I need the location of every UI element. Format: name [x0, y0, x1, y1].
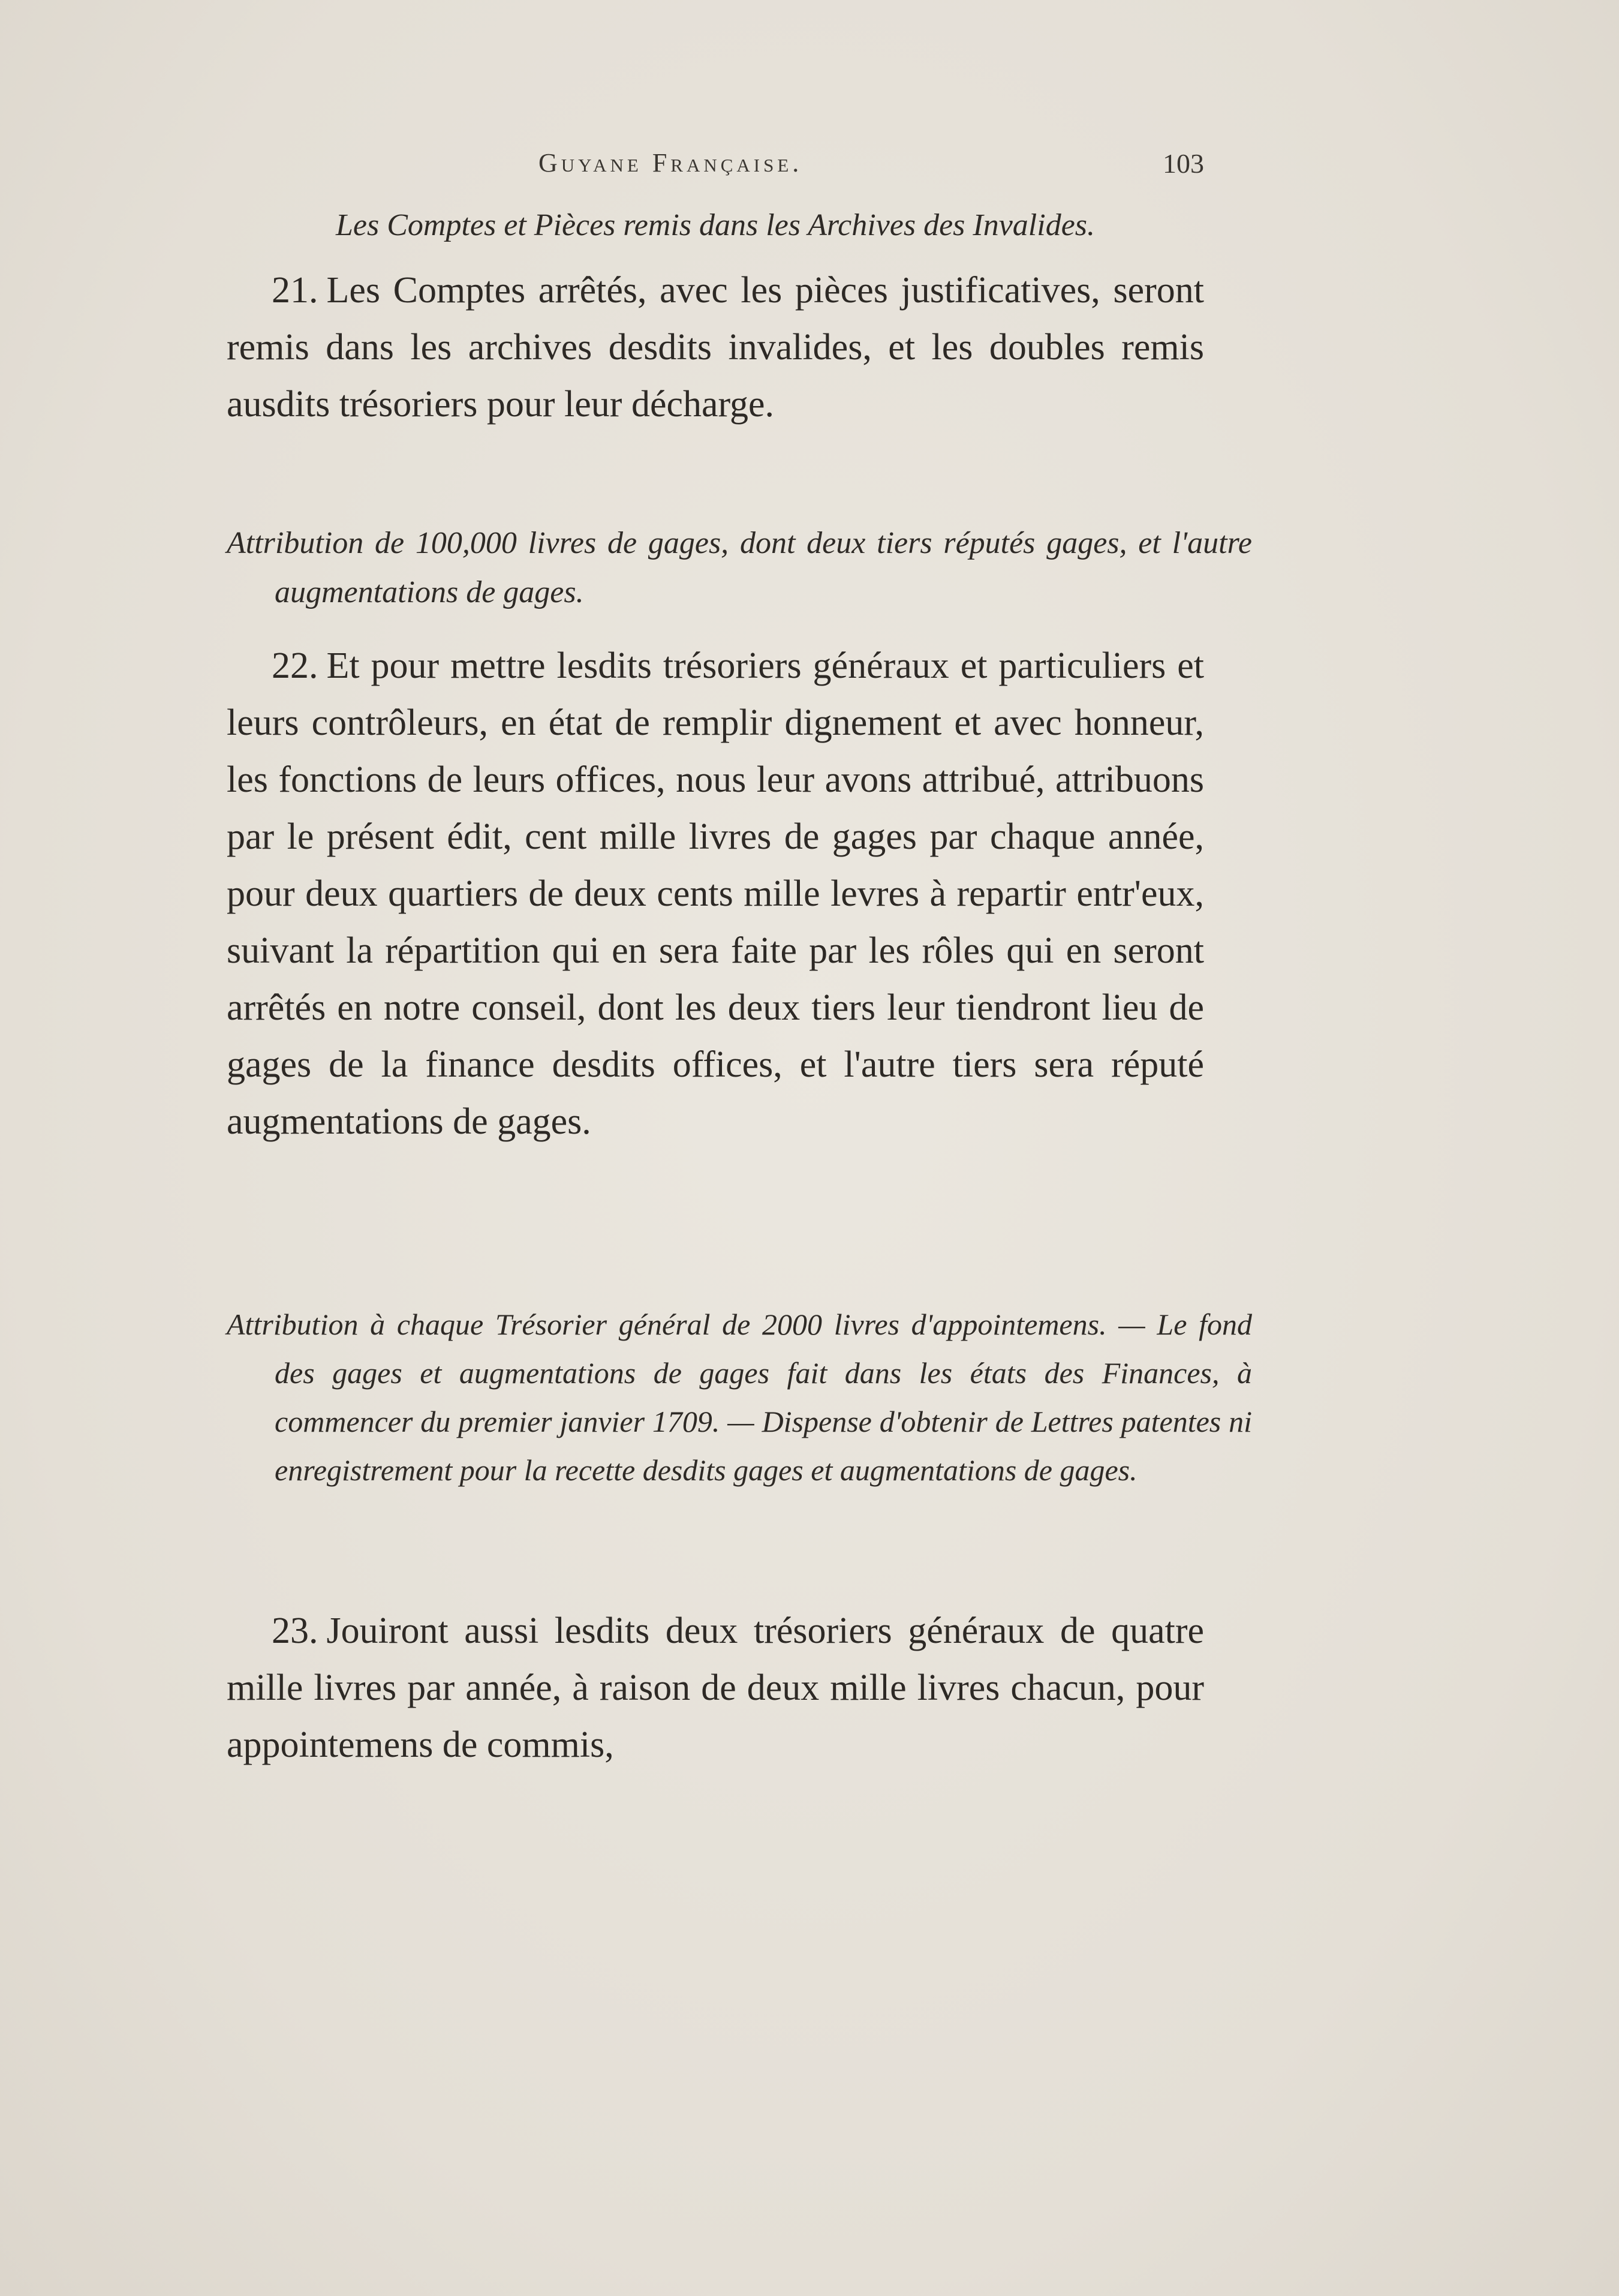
article-number: 22.: [272, 645, 318, 686]
page-number: 103: [1163, 148, 1204, 179]
article-text: Et pour mettre lesdits trésoriers généraux et particuliers et leurs contrôleurs, en état de remplir dignement et avec honneur, les fonctions de leurs offices, nous leur avons attribué, attribuons par le présent édit, cent mille livres de gages par chaque année, pour deux quartiers de deux cents mille levres à repartir entr'eux, suivant la répartition qui en sera faite par les rôles qui en seront arrêtés en notre conseil, dont les deux tiers leur tiendront lieu de gages de la finance desdits offices, et l'autre tiers sera réputé augmentations de gages.: [227, 645, 1204, 1142]
article-text: Les Comptes arrêtés, avec les pièces justificatives, seront remis dans les archives desdits invalides, et les doubles remis ausdits trésoriers pour leur décharge.: [227, 270, 1204, 425]
marginal-note-22: Attribution de 100,000 livres de gages, dont deux tiers réputés gages, et l'autre augmentations de gages.: [227, 526, 1252, 609]
page-header: [227, 143, 1204, 185]
marginal-note-21: Les Comptes et Pièces remis dans les Archives des Invalides.: [335, 208, 1096, 242]
article-22: [227, 638, 1204, 1150]
article-23: [227, 1603, 1204, 1774]
marginal-note-23: Attribution à chaque Trésorier général de 2000 livres d'appointemens. — Le fond des gages et augmentations de gages fait dans les états des Finances, à commencer du premier janvier 1709. — Dispense d'obtenir de Lettres patentes ni enregistrement pour la recette desdits gages et augmentations de gages.: [227, 1308, 1252, 1487]
running-title: Guyane Française.: [538, 148, 803, 178]
article-text: Jouiront aussi lesdits deux trésoriers généraux de quatre mille livres par année, à raison de deux mille livres chacun, pour appointemens de commis,: [227, 1610, 1204, 1765]
article-number: 23.: [272, 1610, 318, 1651]
article-21: [227, 262, 1204, 433]
article-number: 21.: [272, 270, 318, 311]
